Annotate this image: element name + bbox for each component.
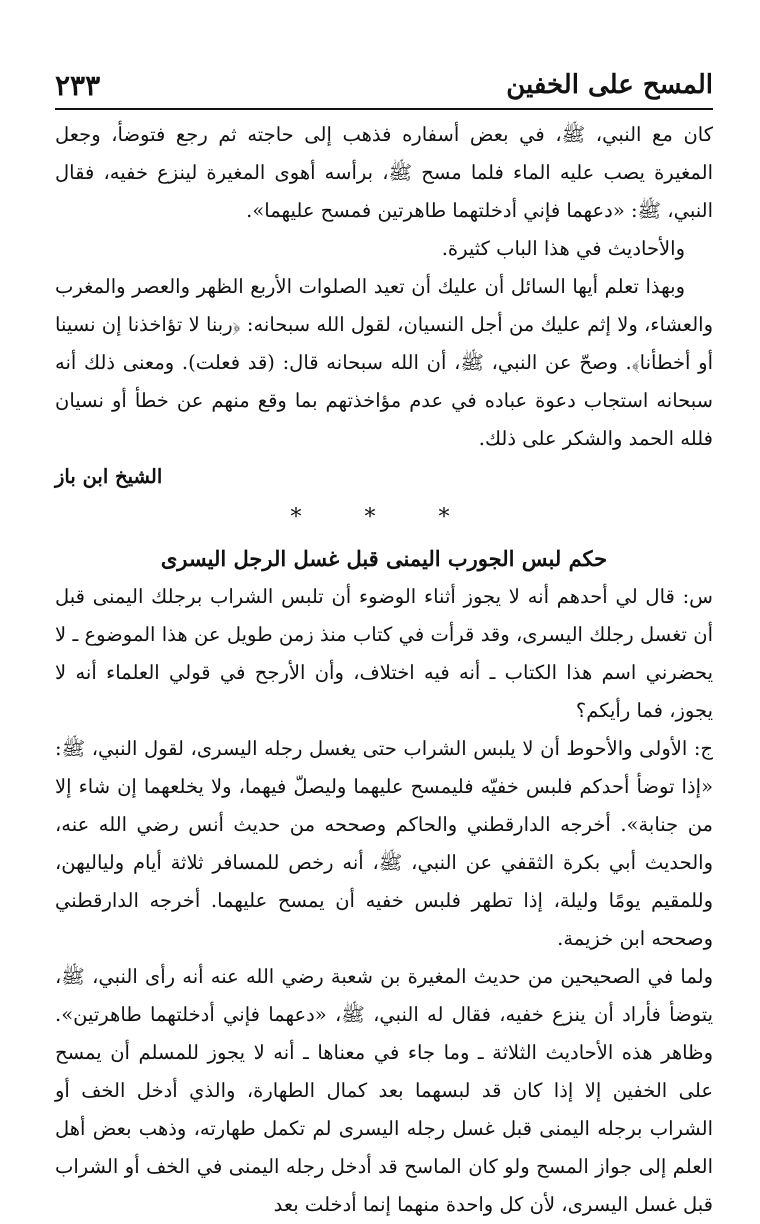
paragraph-ruling-prayers: وبهذا تعلم أيها السائل أن عليك أن تعيد الصلوات الأربع الظهر والعصر والمغرب والعشاء، ولا إثم عليك من أجل النسيان، لقول الله سبحانه: ﴿ربنا لا تؤاخذنا إن نسينا أو أخطأنا﴾. وصحّ عن النبي، ﷺ، أن الله سبحانه قال: (قد فعلت). ومعنى ذلك أنه سبحانه استجاب دعوة عباده في عدم مؤاخذتهم بما وقع منهم عن خطأ أو نسيان فلله الحمد والشكر على ذلك. xyxy=(55,275,713,450)
answer-paragraph-2: ولما في الصحيحين من حديث المغيرة بن شعبة رضي الله عنه أنه رأى النبي، ﷺ، يتوضأ فأراد أن ينزع خفيه، فقال له النبي، ﷺ، «دعهما فإني أدخلتهما طاهرتين». وظاهر هذه الأحاديث الثلاثة ـ وما جاء في معناها ـ أنه لا يجوز للمسلم أن يمسح على الخفين إلا إذا كان قد لبسهما بعد كمال الطهارة، والذي أدخل الخف أو الشراب برجله اليمنى قبل غسل رجله اليسرى لم تكمل طهارته، وذهب بعض أهل العلم إلى جواز المسح ولو كان الماسح قد أدخل رجله اليمنى في الخف أو الشراب قبل غسل اليسرى، لأن كل واحدة منهما إنما أدخلت بعد xyxy=(55,965,713,1216)
paragraph-ahadith-many: والأحاديث في هذا الباب كثيرة. xyxy=(441,237,685,260)
page-number: ٢٣٣ xyxy=(55,68,101,102)
section-separator: * * * xyxy=(290,505,478,530)
answer-paragraph-1: ج: الأولى والأحوط أن لا يلبس الشراب حتى يغسل رجله اليسرى، لقول النبي، ﷺ: «إذا توضأ أحدكم فلبس خفيّه فليمسح عليهما وليصلّ فيهما، ولا يخلعهما إن شاء إلا من جنابة». أخرجه الدارقطني والحاكم وصححه من حديث أنس رضي الله عنه، والحديث أبي بكرة الثقفي عن النبي، ﷺ، أنه رخص للمسافر ثلاثة أيام ولياليهن، وللمقيم يومًا وليلة، إذا تطهر فلبس خفيه أن يمسح عليهما. أخرجه الدارقطني وصححه ابن خزيمة. xyxy=(55,737,713,950)
page-body xyxy=(55,116,713,1224)
paragraph-hadith-mughira: كان مع النبي، ﷺ، في بعض أسفاره فذهب إلى حاجته ثم رجع فتوضأ، وجعل المغيرة يصب عليه الماء فلما مسح ﷺ، برأسه أهوى المغيرة لينزع خفيه، فقال النبي، ﷺ: «دعهما فإني أدخلتهما طاهرتين فمسح عليهما». xyxy=(55,123,713,222)
author-signature: الشيخ ابن باز xyxy=(55,465,163,488)
running-title: المسح على الخفين xyxy=(506,70,713,100)
section-title: حكم لبس الجورب اليمنى قبل غسل الرجل اليسرى xyxy=(160,546,608,571)
page-header xyxy=(55,62,713,110)
question-paragraph: س: قال لي أحدهم أنه لا يجوز أثناء الوضوء أن تلبس الشراب برجلك اليمنى قبل أن تغسل رجلك اليسرى، وقد قرأت في كتاب منذ زمن طويل عن هذا الموضوع ـ لا يحضرني اسم هذا الكتاب ـ أنه فيه اختلاف، وأن الأرجح في قولي العلماء أنه لا يجوز، فما رأيكم؟ xyxy=(55,585,713,722)
